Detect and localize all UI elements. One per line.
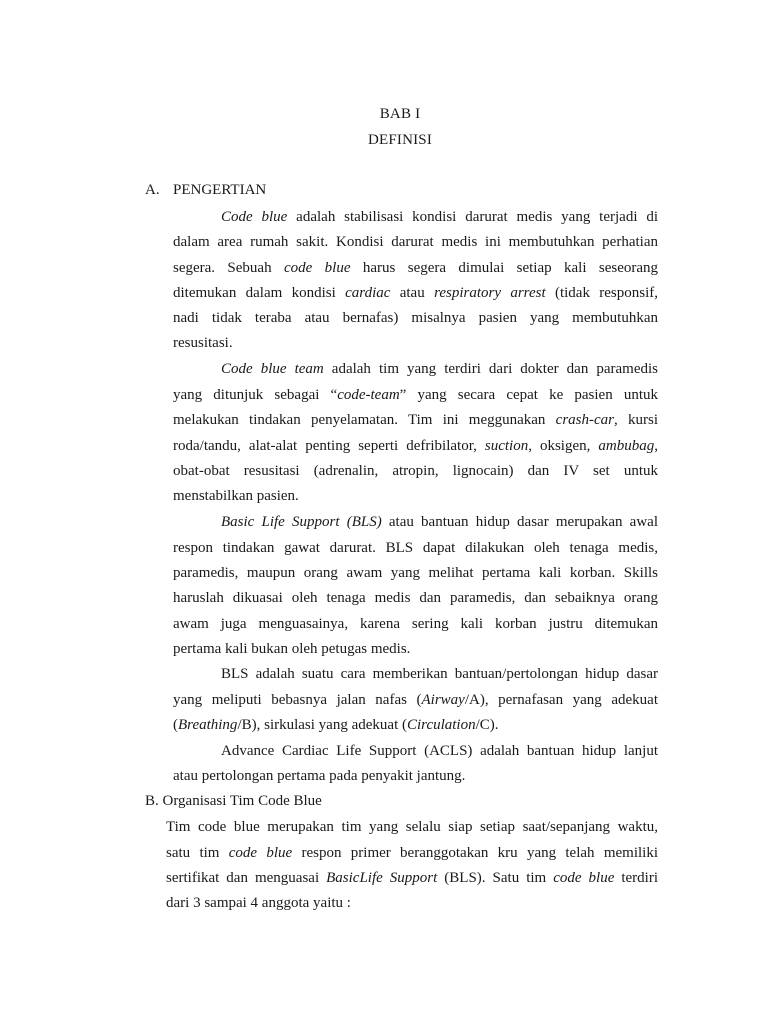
section-b-title: B. Organisasi Tim Code Blue	[145, 793, 322, 809]
para2-line3: melakukan tindakan penyelamatan. Tim ini meggunakan crash-car, kursi	[173, 412, 658, 428]
sectionb-line4: dari 3 sampai 4 anggota yaitu :	[166, 895, 351, 911]
para3-line4: haruslah dikuasai oleh tenaga medis dan paramedis, dan sebaiknya orang	[173, 590, 658, 606]
para2-line5: obat-obat resusitasi (adrenalin, atropin, lignocain) dan IV set untuk	[173, 463, 658, 479]
para2-line2: yang ditunjuk sebagai “code-team” yang secara cepat ke pasien untuk	[173, 387, 658, 403]
para3-line6: pertama kali bukan oleh petugas medis.	[173, 641, 411, 657]
para2-line6: menstabilkan pasien.	[173, 488, 299, 504]
para1-line6: resusitasi.	[173, 335, 233, 351]
para1-line2: dalam area rumah sakit. Kondisi darurat medis ini membutuhkan perhatian	[173, 234, 658, 250]
para2-line1: Code blue team adalah tim yang terdiri dari dokter dan paramedis	[221, 361, 659, 377]
sectionb-line3: sertifikat dan menguasai BasicLife Support (BLS). Satu tim code blue terdiri	[166, 870, 659, 886]
para5-line2: atau pertolongan pertama pada penyakit jantung.	[173, 768, 466, 784]
para2-line4: roda/tandu, alat-alat penting seperti defribilator, suction, oksigen, ambubag,	[173, 438, 658, 454]
para5-line1: Advance Cardiac Life Support (ACLS) adalah bantuan hidup lanjut	[221, 743, 658, 759]
para1-line1: Code blue adalah stabilisasi kondisi darurat medis yang terjadi di	[221, 209, 658, 225]
sectionb-line1: Tim code blue merupakan tim yang selalu siap setiap saat/sepanjang waktu,	[166, 819, 658, 835]
para4-line1: BLS adalah suatu cara memberikan bantuan/pertolongan hidup dasar	[221, 666, 658, 682]
para4-line2: yang meliputi bebasnya jalan nafas (Airway/A), pernafasan yang adekuat	[173, 692, 658, 708]
para3-line5: awam juga menguasainya, karena sering kali korban justru ditemukan	[173, 616, 658, 632]
para3-line2: respon tindakan gawat darurat. BLS dapat dilakukan oleh tenaga medis,	[173, 540, 658, 556]
chapter-title: DEFINISI	[367, 132, 433, 148]
chapter-number: BAB I	[379, 106, 421, 122]
para1-line5: nadi tidak teraba atau bernafas) misalnya pasien yang membutuhkan	[173, 310, 658, 326]
para1-line3: segera. Sebuah code blue harus segera dimulai setiap kali seseorang	[173, 260, 659, 276]
para1-line4: ditemukan dalam kondisi cardiac atau respiratory arrest (tidak responsif,	[173, 285, 659, 301]
section-a-title: PENGERTIAN	[173, 182, 267, 198]
sectionb-line2: satu tim code blue respon primer beranggotakan kru yang telah memiliki	[166, 845, 659, 861]
para3-line3: paramedis, maupun orang awam yang melihat pertama kali korban. Skills	[173, 565, 658, 581]
section-a-marker: A.	[145, 182, 160, 198]
para3-line1: Basic Life Support (BLS) atau bantuan hidup dasar merupakan awal	[221, 514, 658, 530]
para4-line3: (Breathing/B), sirkulasi yang adekuat (Circulation/C).	[173, 717, 499, 733]
